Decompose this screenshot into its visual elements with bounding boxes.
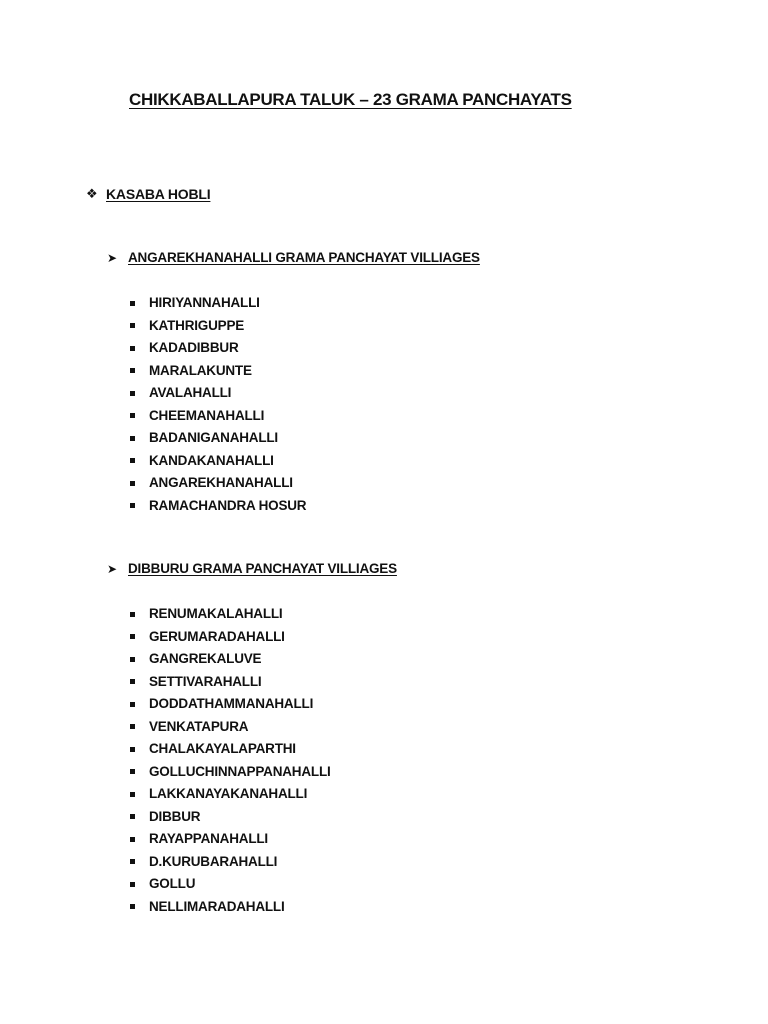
list-item bbox=[129, 873, 331, 896]
list-item bbox=[129, 450, 306, 473]
square-bullet-icon bbox=[130, 413, 135, 418]
list-item bbox=[129, 738, 331, 761]
arrow-bullet-icon: ➤ bbox=[107, 250, 118, 265]
square-bullet-icon bbox=[130, 391, 135, 396]
list-item bbox=[129, 648, 331, 671]
village-list-dibburu bbox=[129, 603, 331, 918]
village-name: VENKATAPURA bbox=[149, 718, 249, 734]
square-bullet-icon bbox=[130, 904, 135, 909]
square-bullet-icon bbox=[130, 323, 135, 328]
square-bullet-icon bbox=[130, 368, 135, 373]
square-bullet-icon bbox=[130, 702, 135, 707]
list-item bbox=[129, 603, 331, 626]
square-bullet-icon bbox=[130, 634, 135, 639]
square-bullet-icon bbox=[130, 814, 135, 819]
list-item bbox=[129, 626, 331, 649]
panchayat-heading-label: DIBBURU GRAMA PANCHAYAT VILLIAGES bbox=[128, 561, 397, 576]
panchayat-heading-dibburu bbox=[107, 561, 397, 576]
village-name: NELLIMARADAHALLI bbox=[149, 898, 285, 914]
list-item bbox=[129, 292, 306, 315]
village-name: HIRIYANNAHALLI bbox=[149, 295, 260, 310]
list-item bbox=[129, 360, 306, 383]
village-name: D.KURUBARAHALLI bbox=[149, 853, 278, 869]
village-name: AVALAHALLI bbox=[149, 385, 232, 400]
list-item bbox=[129, 472, 306, 495]
village-name: LAKKANAYAKANAHALLI bbox=[149, 786, 308, 801]
square-bullet-icon bbox=[130, 657, 135, 662]
village-name: RAYAPPANAHALLI bbox=[149, 831, 268, 846]
village-name: GANGREKALUVE bbox=[149, 651, 262, 666]
square-bullet-icon bbox=[130, 769, 135, 774]
list-item bbox=[129, 315, 306, 338]
village-name: KADADIBBUR bbox=[149, 340, 239, 355]
square-bullet-icon bbox=[130, 882, 135, 887]
village-list-angarekhanahalli bbox=[129, 292, 306, 517]
list-item bbox=[129, 716, 331, 739]
square-bullet-icon bbox=[130, 747, 135, 752]
list-item bbox=[129, 405, 306, 428]
square-bullet-icon bbox=[130, 481, 135, 486]
list-item bbox=[129, 896, 331, 919]
list-item bbox=[129, 783, 331, 806]
village-name: DODDATHAMMANAHALLI bbox=[149, 696, 314, 711]
village-name: ANGAREKHANAHALLI bbox=[149, 475, 293, 490]
hobli-label: KASABA HOBLI bbox=[106, 186, 211, 202]
arrow-bullet-icon: ➤ bbox=[107, 561, 118, 576]
list-item bbox=[129, 828, 331, 851]
village-name: CHALAKAYALAPARTHI bbox=[149, 741, 296, 756]
village-name: KANDAKANAHALLI bbox=[149, 452, 274, 468]
square-bullet-icon bbox=[130, 612, 135, 617]
list-item bbox=[129, 671, 331, 694]
list-item bbox=[129, 382, 306, 405]
list-item bbox=[129, 851, 331, 874]
list-item bbox=[129, 495, 306, 518]
square-bullet-icon bbox=[130, 679, 135, 684]
village-name: GOLLUCHINNAPPANAHALLI bbox=[149, 763, 331, 779]
village-name: SETTIVARAHALLI bbox=[149, 673, 262, 689]
village-name: GERUMARADAHALLI bbox=[149, 628, 285, 644]
diamond-bullet-icon: ❖ bbox=[86, 186, 98, 201]
village-name: CHEEMANAHALLI bbox=[149, 407, 265, 423]
list-item bbox=[129, 427, 306, 450]
panchayat-heading-label: ANGAREKHANAHALLI GRAMA PANCHAYAT VILLIAGES bbox=[128, 250, 480, 265]
square-bullet-icon bbox=[130, 724, 135, 729]
square-bullet-icon bbox=[130, 503, 135, 508]
square-bullet-icon bbox=[130, 436, 135, 441]
hobli-heading bbox=[86, 186, 210, 202]
village-name: KATHRIGUPPE bbox=[149, 317, 245, 333]
list-item bbox=[129, 806, 331, 829]
village-name: RAMACHANDRA HOSUR bbox=[149, 497, 307, 513]
list-item bbox=[129, 693, 331, 716]
square-bullet-icon bbox=[130, 346, 135, 351]
square-bullet-icon bbox=[130, 301, 135, 306]
village-name: MARALAKUNTE bbox=[149, 362, 252, 378]
list-item bbox=[129, 761, 331, 784]
panchayat-heading-angarekhanahalli bbox=[107, 250, 480, 265]
village-name: GOLLU bbox=[149, 876, 196, 891]
village-name: DIBBUR bbox=[149, 808, 201, 824]
square-bullet-icon bbox=[130, 792, 135, 797]
village-name: RENUMAKALAHALLI bbox=[149, 606, 283, 621]
square-bullet-icon bbox=[130, 458, 135, 463]
square-bullet-icon bbox=[130, 837, 135, 842]
square-bullet-icon bbox=[130, 859, 135, 864]
page-title: CHIKKABALLAPURA TALUK – 23 GRAMA PANCHAYATS bbox=[129, 90, 572, 109]
village-name: BADANIGANAHALLI bbox=[149, 430, 278, 445]
list-item bbox=[129, 337, 306, 360]
